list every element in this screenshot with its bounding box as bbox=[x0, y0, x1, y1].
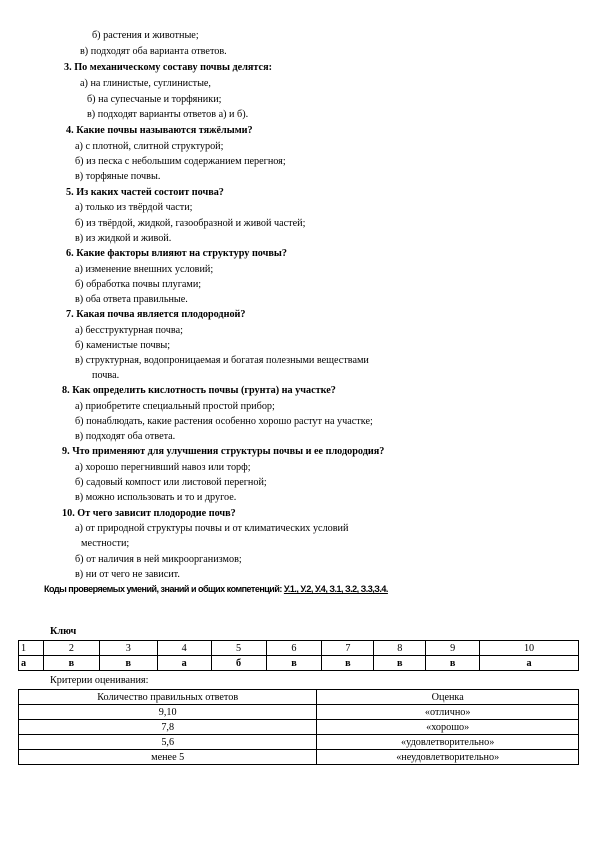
codes-value: У.1., У.2, У.4, З.1, З.2, З.3,З.4. bbox=[283, 584, 388, 594]
criteria-count: 7,8 bbox=[19, 720, 317, 735]
criteria-table bbox=[18, 689, 579, 765]
criteria-count: 9,10 bbox=[19, 705, 317, 720]
answer-line: б) садовый компост или листовой перегной; bbox=[75, 477, 267, 488]
criteria-grade: «отлично» bbox=[317, 705, 579, 720]
answer-line: в) подходят варианты ответов а) и б). bbox=[87, 109, 249, 120]
answer-line: а) на глинистые, суглинистые, bbox=[80, 78, 211, 89]
key-number: 10 bbox=[480, 641, 579, 656]
codes-label: Коды проверяемых умений, знаний и общих компетенций: bbox=[44, 584, 284, 594]
answer-line: в) подходят оба варианта ответов. bbox=[80, 46, 227, 57]
answer-line: в) подходят оба ответа. bbox=[75, 431, 176, 442]
key-number: 9 bbox=[426, 641, 480, 656]
key-answer: в bbox=[43, 656, 99, 671]
question-7: 7. Какая почва является плодородной? bbox=[66, 309, 246, 320]
criteria-grade: «удовлетворительно» bbox=[317, 735, 579, 750]
answer-line: в) структурная, водопроницаемая и богатая полезными веществами bbox=[75, 355, 369, 366]
answer-line: а) изменение внешних условий; bbox=[75, 264, 214, 275]
key-number: 1 bbox=[19, 641, 44, 656]
key-answer: а bbox=[157, 656, 211, 671]
criteria-row bbox=[19, 735, 579, 750]
answer-line: а) только из твёрдой части; bbox=[75, 202, 193, 213]
key-answer: в bbox=[374, 656, 426, 671]
key-answer: в bbox=[322, 656, 374, 671]
question-8: 8. Как определить кислотность почвы (грунта) на участке? bbox=[62, 385, 336, 396]
question-5: 5. Из каких частей состоит почва? bbox=[66, 187, 224, 198]
answer-line: в) торфяные почвы. bbox=[75, 171, 161, 182]
answer-line: а) бесструктурная почва; bbox=[75, 325, 183, 336]
criteria-count: менее 5 bbox=[19, 750, 317, 765]
key-number: 8 bbox=[374, 641, 426, 656]
key-label: Ключ bbox=[50, 626, 77, 637]
answer-line: б) растения и животные; bbox=[92, 30, 199, 41]
answer-line: б) из твёрдой, жидкой, газообразной и живой частей; bbox=[75, 218, 306, 229]
question-4: 4. Какие почвы называются тяжёлыми? bbox=[66, 125, 253, 136]
answer-line: а) приобретите специальный простой прибор; bbox=[75, 401, 275, 412]
answer-line: б) от наличия в ней микроорганизмов; bbox=[75, 554, 242, 565]
criteria-count: 5,6 bbox=[19, 735, 317, 750]
key-number: 7 bbox=[322, 641, 374, 656]
criteria-row bbox=[19, 720, 579, 735]
answer-line: б) обработка почвы плугами; bbox=[75, 279, 202, 290]
key-number: 3 bbox=[99, 641, 157, 656]
answer-line: б) из песка с небольшим содержанием перегноя; bbox=[75, 156, 286, 167]
key-number-row bbox=[19, 641, 579, 656]
answer-key-table bbox=[18, 640, 579, 671]
answer-line: а) хорошо перегнивший навоз или торф; bbox=[75, 462, 251, 473]
answer-line: местности; bbox=[81, 538, 130, 549]
criteria-label: Критерии оценивания: bbox=[50, 675, 149, 686]
answer-line: почва. bbox=[92, 370, 120, 381]
answer-line: б) на супесчаные и торфяники; bbox=[87, 94, 222, 105]
answer-line: в) ни от чего не зависит. bbox=[75, 569, 180, 580]
question-6: 6. Какие факторы влияют на структуру почвы? bbox=[66, 248, 287, 259]
answer-line: б) каменистые почвы; bbox=[75, 340, 171, 351]
key-number: 4 bbox=[157, 641, 211, 656]
answer-line: в) из жидкой и живой. bbox=[75, 233, 172, 244]
answer-line: а) от природной структуры почвы и от климатических условий bbox=[75, 523, 349, 534]
answer-line: в) оба ответа правильные. bbox=[75, 294, 188, 305]
key-answer: в bbox=[99, 656, 157, 671]
answer-line: б) понаблюдать, какие растения особенно хорошо растут на участке; bbox=[75, 416, 373, 427]
key-answer: б bbox=[211, 656, 266, 671]
answer-line: а) с плотной, слитной структурой; bbox=[75, 141, 224, 152]
key-answer: в bbox=[266, 656, 322, 671]
key-answer: а bbox=[480, 656, 579, 671]
question-10: 10. От чего зависит плодородие почв? bbox=[62, 508, 236, 519]
key-answer-row bbox=[19, 656, 579, 671]
key-number: 2 bbox=[43, 641, 99, 656]
criteria-grade: «хорошо» bbox=[317, 720, 579, 735]
criteria-row bbox=[19, 750, 579, 765]
criteria-header: Количество правильных ответов bbox=[19, 690, 317, 705]
answer-line: в) можно использовать и то и другое. bbox=[75, 492, 237, 503]
criteria-row bbox=[19, 705, 579, 720]
key-number: 6 bbox=[266, 641, 322, 656]
question-3: 3. По механическому составу почвы делятся: bbox=[64, 62, 272, 73]
criteria-grade: «неудовлетворительно» bbox=[317, 750, 579, 765]
key-number: 5 bbox=[211, 641, 266, 656]
competency-codes bbox=[44, 584, 388, 594]
key-answer: а bbox=[19, 656, 44, 671]
criteria-header-row bbox=[19, 690, 579, 705]
key-answer: в bbox=[426, 656, 480, 671]
question-9: 9. Что применяют для улучшения структуры почвы и ее плодородия? bbox=[62, 446, 385, 457]
criteria-header: Оценка bbox=[317, 690, 579, 705]
